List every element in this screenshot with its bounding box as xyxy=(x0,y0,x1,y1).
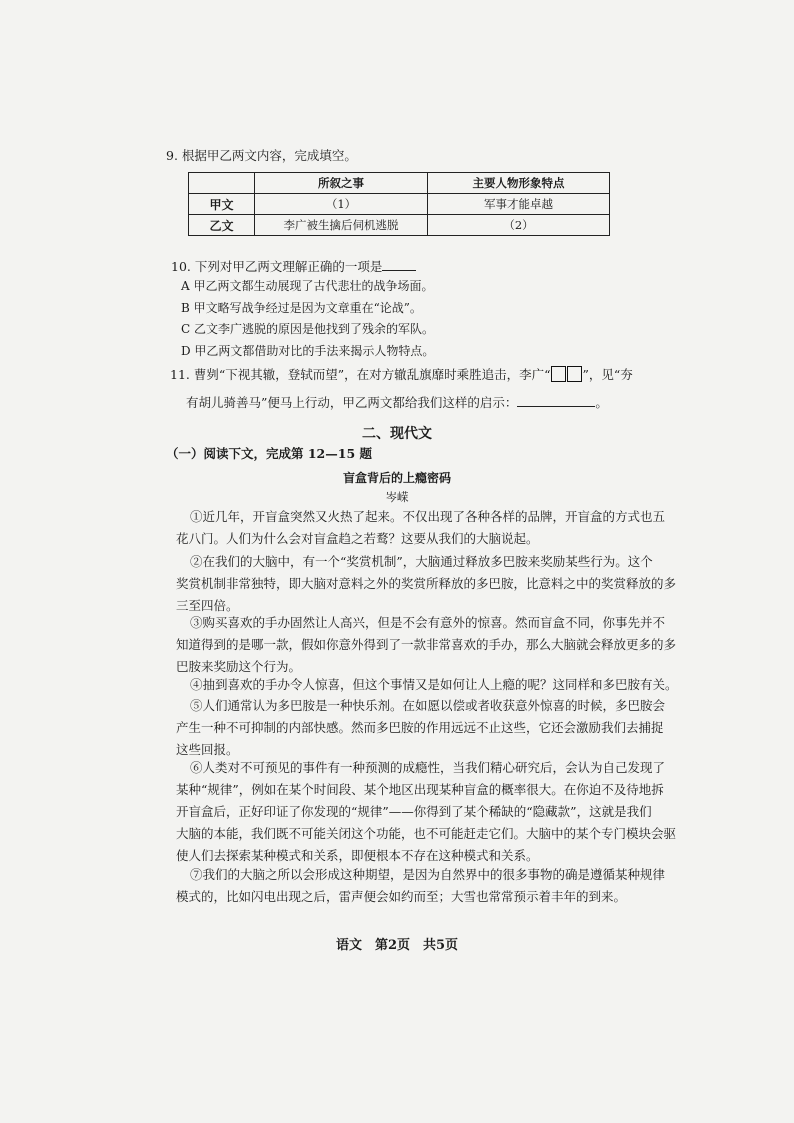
answer-blank xyxy=(517,394,595,407)
question-11-text: 11. 曹刿“下视其辙，登轼而望”，在对方辙乱旗靡时乘胜追击，李广“ xyxy=(170,367,551,382)
table-header-cell xyxy=(189,173,255,194)
table-cell: 甲文 xyxy=(189,194,255,215)
answer-blank xyxy=(382,258,416,271)
page-footer: 语文 第2页 共5页 xyxy=(335,938,459,953)
answer-boxes xyxy=(551,366,583,387)
paragraph-line: 三至四倍。 xyxy=(176,598,239,613)
option-d: D 甲乙两文都借助对比的手法来揭示人物特点。 xyxy=(181,344,435,358)
answer-box xyxy=(551,366,566,382)
option-b: B 甲文略写战争经过是因为文章重在“论战”。 xyxy=(181,301,422,315)
question-9-stem: 9. 根据甲乙两文内容，完成填空。 xyxy=(166,148,357,163)
paragraph-2 xyxy=(176,551,684,617)
table-row xyxy=(189,215,610,236)
question-11-line-1 xyxy=(170,366,633,387)
question-10-text: 10. 下列对甲乙两文理解正确的一项是 xyxy=(171,259,383,274)
table-header-cell: 所叙之事 xyxy=(255,173,428,194)
paragraph-line: 巴胺来奖励这个行为。 xyxy=(176,659,302,674)
paragraph-line: ⑤人们通常认为多巴胺是一种快乐剂。在如愿以偿或者收获意外惊喜的时候，多巴胺会 xyxy=(190,698,666,713)
question-9-table xyxy=(188,172,610,236)
paragraph-line: ①近几年，开盲盒突然又火热了起来。不仅出现了各种各样的品牌，开盲盒的方式也五 xyxy=(190,509,666,524)
paragraph-line: 开盲盒后，正好印证了你发现的“规律”——你得到了某个稀缺的“隐藏款”，这就是我们 xyxy=(176,804,652,819)
section-heading: 二、现代文 xyxy=(362,426,432,442)
paragraph-line: ③购买喜欢的手办固然让人高兴，但是不会有意外的惊喜。然而盲盒不同，你事先并不 xyxy=(190,615,666,630)
article-title: 盲盒背后的上瘾密码 xyxy=(342,471,451,485)
paragraph-line: ⑦我们的大脑之所以会形成这种期望，是因为自然界中的很多事物的确是遵循某种规律 xyxy=(190,867,666,882)
option-c: C 乙文李广逃脱的原因是他找到了残余的军队。 xyxy=(181,322,434,336)
table-header-cell: 主要人物形象特点 xyxy=(428,173,610,194)
paragraph-5 xyxy=(176,695,684,761)
question-11-line-2 xyxy=(186,394,608,412)
paragraph-line: ④抽到喜欢的手办令人惊喜，但这个事情又是如何让人上瘾的呢？这同样和多巴胺有关。 xyxy=(190,677,678,692)
paragraph-line: 大脑的本能，我们既不可能关闭这个功能，也不可能赶走它们。大脑中的某个专门模块会驱 xyxy=(176,826,677,841)
paragraph-line: 某种“规律”，例如在某个时间段、某个地区出现某种盲盒的概率很大。在你迫不及待地拆 xyxy=(176,782,664,797)
question-11-text: 有胡儿骑善马”便马上行动，甲乙两文都给我们这样的启示： xyxy=(186,395,518,410)
table-cell: 军事才能卓越 xyxy=(428,194,610,215)
paragraph-line: 知道得到的是哪一款，假如你意外得到了一款非常喜欢的手办，那么大脑就会释放更多的多 xyxy=(176,637,677,652)
section-subheading: （一）阅读下文，完成第 12—15 题 xyxy=(166,446,372,461)
paragraph-line: 奖赏机制非常独特，即大脑对意料之外的奖赏所释放的多巴胺，比意料之中的奖赏释放的多 xyxy=(176,576,677,591)
table-header-row xyxy=(189,173,610,194)
question-11-text: ”，见“夯 xyxy=(582,367,633,382)
paragraph-line: ②在我们的大脑中，有一个“奖赏机制”，大脑通过释放多巴胺来奖励某些行为。这个 xyxy=(190,554,653,569)
option-a: A 甲乙两文都生动展现了古代悲壮的战争场面。 xyxy=(181,279,434,293)
paragraph-line: 花八门。人们为什么会对盲盒趋之若鹜？这要从我们的大脑说起。 xyxy=(176,531,539,546)
table-cell: （2） xyxy=(428,215,610,236)
paragraph-line: ⑥人类对不可预见的事件有一种预测的成瘾性，当我们精心研究后，会认为自己发现了 xyxy=(190,760,666,775)
answer-box xyxy=(567,366,582,382)
paragraph-7 xyxy=(176,864,684,908)
paragraph-line: 这些回报。 xyxy=(176,742,239,757)
paragraph-3 xyxy=(176,612,684,678)
question-10-stem xyxy=(171,258,416,276)
table-cell: 李广被生擒后伺机逃脱 xyxy=(255,215,428,236)
paragraph-6 xyxy=(176,757,684,867)
paragraph-1 xyxy=(176,506,684,550)
paragraph-line: 使人们去探索某种模式和关系，即便根本不存在这种模式和关系。 xyxy=(176,848,539,863)
paragraph-line: 产生一种不可抑制的内部快感。然而多巴胺的作用远远不止这些，它还会激励我们去捕捉 xyxy=(176,720,664,735)
table-cell: （1） xyxy=(255,194,428,215)
question-11-text: 。 xyxy=(595,395,608,410)
article-author: 岑嵘 xyxy=(385,490,409,504)
paragraph-4 xyxy=(176,674,684,696)
table-cell: 乙文 xyxy=(189,215,255,236)
table-row xyxy=(189,194,610,215)
paragraph-line: 模式的，比如闪电出现之后，雷声便会如约而至；大雪也常常预示着丰年的到来。 xyxy=(176,889,627,904)
